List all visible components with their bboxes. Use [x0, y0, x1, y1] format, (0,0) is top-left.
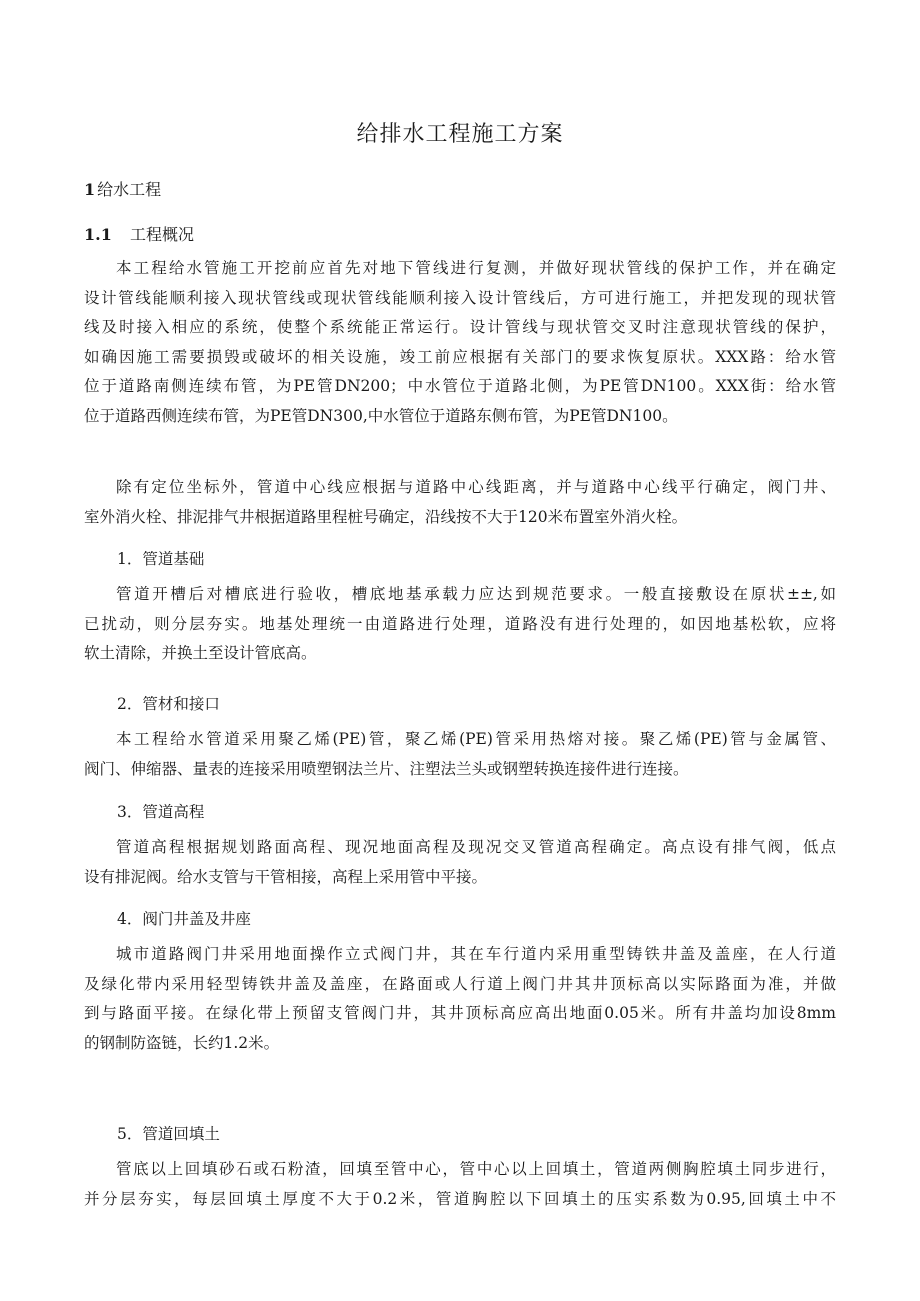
text-line: 阀门、伸缩器、量表的连接采用喷塑钢法兰片、注塑法兰头或钢塑转换连接件进行连接。	[84, 759, 689, 778]
subheading-pipe-elevation: 3．管道高程	[117, 803, 205, 821]
document-title: 给排水工程施工方案	[356, 122, 564, 147]
text-line: 位于道路西侧连续布管，为PE管DN300,中水管位于道路东侧布管，为PE管DN100。	[84, 406, 678, 425]
text-line: 的钢制防盗链，长约1.2米。	[84, 1033, 280, 1052]
paragraph-backfill	[84, 1155, 836, 1214]
subheading-valve-well: 4．阀门井盖及井座	[117, 910, 251, 928]
section-title: 给水工程	[97, 180, 162, 199]
section-heading-1	[84, 177, 161, 200]
section-title: 工程概况	[130, 225, 195, 244]
paragraph-foundation	[84, 580, 836, 669]
text-line: 管道高程根据规划路面高程、现况地面高程及现况交叉管道高程确定。高点设有排气阀，低点	[116, 838, 836, 856]
text-line: 线及时接入相应的系统，使整个系统能正常运行。设计管线与现状管交叉时注意现状管线的保护，	[84, 318, 836, 337]
subheading-backfill: 5．管道回填土	[117, 1125, 220, 1143]
paragraph-valve-well	[84, 940, 836, 1058]
text-line: 设有排泥阀。给水支管与干管相接，高程上采用管中平接。	[84, 867, 488, 886]
text-line: 设计管线能顺利接入现状管线或现状管线能顺利接入设计管线后，方可进行施工，并把发现的现状管	[84, 288, 836, 307]
text-line: 管底以上回填砂石或石粉渣，回填至管中心，管中心以上回填土，管道两侧胸腔填土同步进行，	[116, 1160, 836, 1178]
text-line: 室外消火栓、排泥排气井根据道路里程桩号确定，沿线按不大于120米布置室外消火栓。	[84, 507, 688, 526]
paragraph-positioning	[84, 473, 836, 532]
paragraph-overview	[84, 254, 836, 432]
text-line: 如确因施工需要损毁或破坏的相关设施，竣工前应根据有关部门的要求恢复原状。XXX路：给水管	[84, 347, 836, 366]
paragraph-material	[84, 725, 836, 784]
text-line: 除有定位坐标外，管道中心线应根据与道路中心线距离，并与道路中心线平行确定，阀门井、	[116, 478, 836, 496]
subheading-pipe-material: 2．管材和接口	[117, 695, 220, 713]
text-line: 本工程给水管道采用聚乙烯(PE)管，聚乙烯(PE)管采用热熔对接。聚乙烯(PE)管与金属管、	[116, 730, 836, 748]
text-line: 位于道路南侧连续布管，为PE管DN200；中水管位于道路北侧，为PE管DN100。XXX街：给水管	[84, 377, 836, 396]
text-line: 已扰动，则分层夯实。地基处理统一由道路进行处理，道路没有进行处理的，如因地基松软，应将	[84, 614, 836, 633]
text-line: 到与路面平接。在绿化带上预留支管阀门井，其井顶标高应高出地面0.05米。所有井盖均加设8mm	[84, 1004, 836, 1023]
paragraph-elevation	[84, 833, 836, 892]
text-line: 管道开槽后对槽底进行验收，槽底地基承载力应达到规范要求。一般直接敷设在原状±±,如	[116, 585, 836, 603]
section-number: 1	[84, 180, 96, 199]
text-line: 城市道路阀门井采用地面操作立式阀门井，其在车行道内采用重型铸铁井盖及盖座，在人行道	[116, 945, 836, 963]
section-heading-1-1	[84, 222, 194, 245]
section-number: 1.1	[84, 225, 112, 244]
subheading-pipe-foundation: 1．管道基础	[117, 550, 205, 568]
text-line: 软土清除，并换土至设计管底高。	[84, 644, 317, 663]
text-line: 及绿化带内采用轻型铸铁井盖及盖座，在路面或人行道上阀门井其井顶标高以实际路面为准，并做	[84, 974, 836, 993]
text-line: 本工程给水管施工开挖前应首先对地下管线进行复测，并做好现状管线的保护工作，并在确定	[116, 259, 836, 277]
text-line: 并分层夯实，每层回填土厚度不大于0.2米，管道胸腔以下回填土的压实系数为0.95,回填土中不	[84, 1189, 836, 1208]
